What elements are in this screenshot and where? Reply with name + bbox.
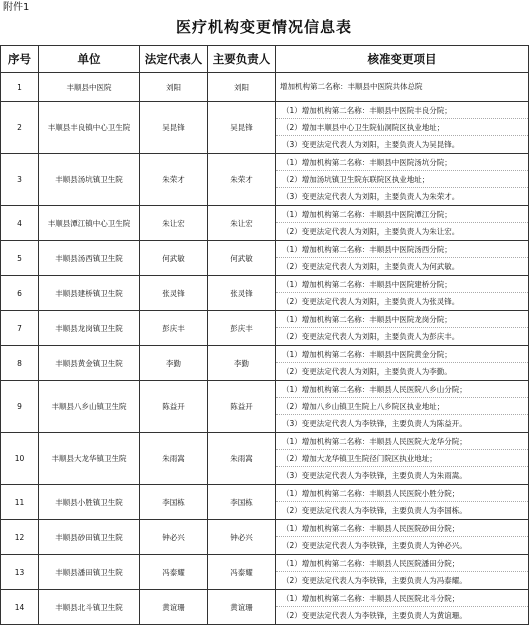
- row-legal-rep: 黄谊珊: [140, 590, 208, 625]
- table-row: [1, 311, 529, 346]
- row-principal: 陈益开: [208, 381, 276, 433]
- table-row: [1, 433, 529, 485]
- change-item-line: （1）增加机构第二名称：丰顺县中医院汤西分院；: [276, 241, 528, 258]
- row-unit: 丰顺县八乡山镇卫生院: [39, 381, 140, 433]
- row-change-items: [276, 73, 529, 102]
- header-legal-rep: 法定代表人: [140, 46, 208, 73]
- header-change-items: 核准变更项目: [276, 46, 529, 73]
- row-index: 3: [1, 154, 39, 206]
- row-legal-rep: 朱雨嵩: [140, 433, 208, 485]
- row-change-items: [276, 555, 529, 590]
- change-item-line: （3）变更法定代表人为李铁锋，主要负责人为朱雨嵩。: [282, 471, 467, 480]
- table-row: [1, 154, 529, 206]
- row-index: 9: [1, 381, 39, 433]
- row-unit: 丰顺县大龙华镇卫生院: [39, 433, 140, 485]
- table-row: [1, 73, 529, 102]
- table-row: [1, 276, 529, 311]
- row-legal-rep: 朱荣才: [140, 154, 208, 206]
- page-title: 医疗机构变更情况信息表: [175, 18, 352, 36]
- row-index: 14: [1, 590, 39, 625]
- row-change-items: [276, 346, 529, 381]
- row-change-items: [276, 241, 529, 276]
- row-unit: 丰顺县建桥镇卫生院: [39, 276, 140, 311]
- table-row: [1, 241, 529, 276]
- change-item-line: （1）增加机构第二名称：丰顺县人民医院八乡山分院；: [276, 381, 528, 398]
- row-index: 7: [1, 311, 39, 346]
- row-unit: 丰顺县中医院: [39, 73, 140, 102]
- info-table: [0, 45, 529, 625]
- change-item-line: （2）变更法定代表人为李铁锋，主要负责人为冯泰耀。: [282, 576, 467, 585]
- change-item-line: （2）变更法定代表人为刘阳，主要负责人为朱让宏。: [282, 227, 460, 236]
- change-item-line: （2）变更法定代表人为刘阳，主要负责人为彭庆丰。: [282, 332, 460, 341]
- row-legal-rep: 朱让宏: [140, 206, 208, 241]
- row-principal: 彭庆丰: [208, 311, 276, 346]
- row-principal: 李勤: [208, 346, 276, 381]
- change-item-line: （2）变更法定代表人为刘阳，主要负责人为何武敏。: [282, 262, 460, 271]
- row-change-items: [276, 206, 529, 241]
- row-legal-rep: 李国栋: [140, 485, 208, 520]
- change-item-line: （2）变更法定代表人为刘阳，主要负责人为张灵锋。: [282, 297, 460, 306]
- table-row: [1, 590, 529, 625]
- change-item-line: （1）增加机构第二名称：丰顺县人民医院潘田分院；: [276, 555, 528, 572]
- change-item-line: （1）增加机构第二名称：丰顺县人民医院小胜分院；: [276, 485, 528, 502]
- row-index: 8: [1, 346, 39, 381]
- change-item-line: （2）增加八乡山镇卫生院上八乡院区执业地址；: [276, 398, 528, 415]
- row-legal-rep: 陈益开: [140, 381, 208, 433]
- change-item-line: （1）增加机构第二名称：丰顺县人民医院大龙华分院；: [276, 433, 528, 450]
- change-item-line: （3）变更法定代表人为李铁锋，主要负责人为陈益开。: [282, 419, 467, 428]
- table-row: [1, 555, 529, 590]
- table-row: [1, 520, 529, 555]
- change-item-line: （1）增加机构第二名称：丰顺县中医院丰良分院；: [276, 102, 528, 119]
- row-unit: 丰顺县汤西镇卫生院: [39, 241, 140, 276]
- change-item-line: （1）增加机构第二名称：丰顺县中医院黄金分院；: [276, 346, 528, 363]
- row-unit: 丰顺县砂田镇卫生院: [39, 520, 140, 555]
- row-index: 12: [1, 520, 39, 555]
- change-item-line: （2）变更法定代表人为李铁锋，主要负责人为钟必兴。: [282, 541, 467, 550]
- table-row: [1, 102, 529, 154]
- row-legal-rep: 刘阳: [140, 73, 208, 102]
- change-item-line: （1）增加机构第二名称：丰顺县人民医院砂田分院；: [276, 520, 528, 537]
- row-unit: 丰顺县北斗镇卫生院: [39, 590, 140, 625]
- row-change-items: [276, 154, 529, 206]
- change-item-line: （2）变更法定代表人为李铁锋，主要负责人为黄谊珊。: [282, 611, 467, 620]
- row-legal-rep: 张灵锋: [140, 276, 208, 311]
- change-item-line: （1）增加机构第二名称：丰顺县中医院汤坑分院；: [276, 154, 528, 171]
- row-index: 2: [1, 102, 39, 154]
- row-principal: 朱让宏: [208, 206, 276, 241]
- row-unit: 丰顺县丰良镇中心卫生院: [39, 102, 140, 154]
- header-principal: 主要负责人: [208, 46, 276, 73]
- change-item-line: （1）增加机构第二名称：丰顺县中医院建桥分院；: [276, 276, 528, 293]
- row-change-items: [276, 590, 529, 625]
- table-row: [1, 346, 529, 381]
- change-item-line: （2）增加丰顺县中心卫生院仙洞院区执业地址；: [276, 119, 528, 136]
- header-unit: 单位: [39, 46, 140, 73]
- row-unit: 丰顺县潘田镇卫生院: [39, 555, 140, 590]
- row-principal: 冯泰耀: [208, 555, 276, 590]
- row-principal: 吴昆锋: [208, 102, 276, 154]
- row-legal-rep: 李勤: [140, 346, 208, 381]
- change-item-line: （1）增加机构第二名称：丰顺县中医院龙岗分院；: [276, 311, 528, 328]
- row-principal: 朱雨嵩: [208, 433, 276, 485]
- change-item-line: （2）变更法定代表人为刘阳，主要负责人为李勤。: [282, 367, 452, 376]
- row-principal: 刘阳: [208, 73, 276, 102]
- row-change-items: [276, 276, 529, 311]
- table-row: [1, 381, 529, 433]
- row-legal-rep: 何武敏: [140, 241, 208, 276]
- attachment-label: 附件1: [3, 2, 30, 13]
- change-item-line: （2）增加汤坑镇卫生院东联院区执业地址；: [276, 171, 528, 188]
- table-row: [1, 206, 529, 241]
- change-item-line: （2）增加大龙华镇卫生院径门院区执业地址；: [276, 450, 528, 467]
- row-index: 6: [1, 276, 39, 311]
- row-change-items: [276, 381, 529, 433]
- row-unit: 丰顺县黄金镇卫生院: [39, 346, 140, 381]
- row-index: 10: [1, 433, 39, 485]
- change-item-line: （2）变更法定代表人为李铁锋，主要负责人为李国栋。: [282, 506, 467, 515]
- change-item-line: （3）变更法定代表人为刘阳，主要负责人为朱荣才。: [282, 192, 460, 201]
- row-unit: 丰顺县小胜镇卫生院: [39, 485, 140, 520]
- row-legal-rep: 吴昆锋: [140, 102, 208, 154]
- change-item-line: （3）变更法定代表人为刘阳，主要负责人为吴昆锋。: [282, 140, 460, 149]
- row-principal: 张灵锋: [208, 276, 276, 311]
- row-unit: 丰顺县龙岗镇卫生院: [39, 311, 140, 346]
- row-principal: 钟必兴: [208, 520, 276, 555]
- row-index: 13: [1, 555, 39, 590]
- row-index: 4: [1, 206, 39, 241]
- row-change-items: [276, 520, 529, 555]
- row-legal-rep: 钟必兴: [140, 520, 208, 555]
- row-principal: 黄谊珊: [208, 590, 276, 625]
- table-row: [1, 485, 529, 520]
- header-index: 序号: [1, 46, 39, 73]
- row-change-items: [276, 433, 529, 485]
- row-index: 1: [1, 73, 39, 102]
- row-principal: 李国栋: [208, 485, 276, 520]
- row-principal: 朱荣才: [208, 154, 276, 206]
- row-principal: 何武敏: [208, 241, 276, 276]
- row-index: 11: [1, 485, 39, 520]
- row-unit: 丰顺县潭江镇中心卫生院: [39, 206, 140, 241]
- change-item-line: 增加机构第二名称：丰顺县中医院共体总院: [280, 82, 423, 91]
- row-legal-rep: 彭庆丰: [140, 311, 208, 346]
- table-header-row: [1, 46, 529, 73]
- change-item-line: （1）增加机构第二名称：丰顺县人民医院北斗分院；: [276, 590, 528, 607]
- row-legal-rep: 冯泰耀: [140, 555, 208, 590]
- row-change-items: [276, 102, 529, 154]
- row-index: 5: [1, 241, 39, 276]
- row-unit: 丰顺县汤坑镇卫生院: [39, 154, 140, 206]
- change-item-line: （1）增加机构第二名称：丰顺县中医院潭江分院；: [276, 206, 528, 223]
- row-change-items: [276, 311, 529, 346]
- row-change-items: [276, 485, 529, 520]
